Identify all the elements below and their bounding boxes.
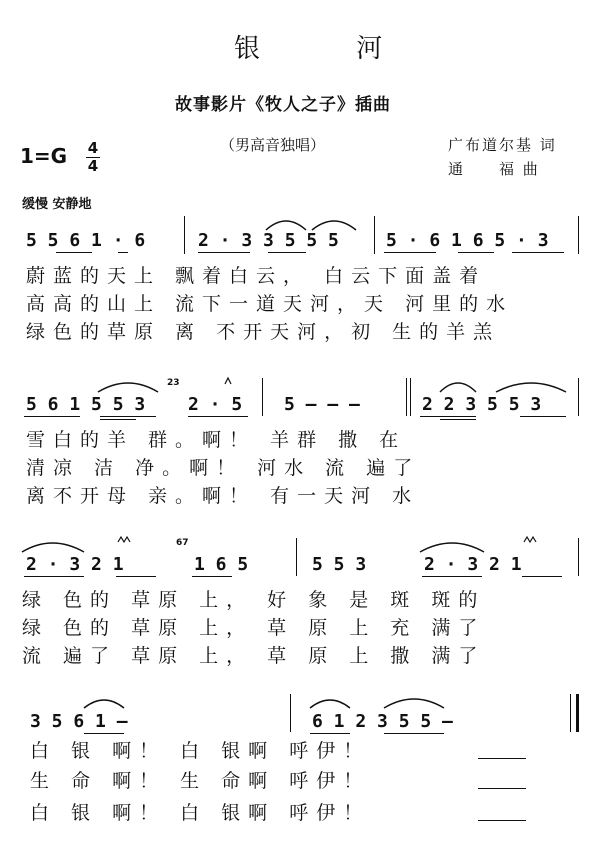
time-sig-bottom: 4 [87, 157, 99, 175]
tempo-marking: 缓慢 安静地 [22, 197, 92, 212]
beam [56, 252, 92, 253]
beam [310, 733, 350, 734]
page-title: 银 河 [234, 34, 427, 64]
grace-note: 67 [176, 538, 189, 548]
time-sig-top: 4 [87, 139, 99, 157]
key-signature: 1=G [20, 144, 68, 168]
beam [420, 416, 476, 417]
lyric-line-1-2: 高高的山上 流下一道天河，天 河里的水 [26, 293, 514, 315]
beam [100, 416, 156, 417]
lyric-line-4-3: 白 银 啊！ 白 银啊 呼伊！ [30, 802, 371, 824]
beam [512, 252, 564, 253]
beam [198, 252, 250, 253]
beam [118, 252, 128, 253]
beam [84, 733, 124, 734]
lyric-line-3-2: 绿 色的 草原 上， 草 原 上 充 满了 [22, 617, 486, 639]
subtitle: 故事影片《牧人之子》插曲 [175, 95, 391, 115]
beam [100, 419, 136, 420]
lyricist-credit: 广布道尔基 词 [448, 136, 557, 154]
voice-note: （男高音独唱） [220, 136, 326, 154]
composer-credit: 通 福 曲 [448, 160, 540, 178]
slur-marks [0, 532, 608, 572]
beam [268, 252, 306, 253]
measure-1-2: 2 · 3 3 5 5 5 [198, 230, 339, 251]
measure-3-4: 2 · 3 2 1 [424, 554, 522, 575]
beam [24, 416, 80, 417]
beam [440, 419, 476, 420]
measure-2-3: 5 – – – [284, 394, 360, 415]
lyric-line-2-1: 雪白的羊 群。啊！ 羊群 撒 在 [26, 429, 407, 451]
measure-4-2: 6 1 2 3 5 5 – [312, 711, 453, 732]
measure-3-3: 5 5 3 [312, 554, 367, 575]
measure-4-1: 3 5 6 1 – [30, 711, 128, 732]
lyric-line-3-1: 绿 色的 草原 上， 好 象 是 斑 斑的 [22, 589, 486, 611]
beam [520, 416, 566, 417]
measure-3-1: 2 · 3 2 1 [26, 554, 124, 575]
underline [478, 788, 526, 789]
time-signature [86, 141, 100, 174]
grace-note: 23 [167, 378, 180, 388]
measure-3-2: 1 6 5 [194, 554, 249, 575]
measure-2-1: 5 6 1 5 5 3 [26, 394, 146, 415]
beam [192, 576, 232, 577]
beam [384, 252, 436, 253]
beam [458, 252, 494, 253]
beam [116, 576, 156, 577]
lyric-line-4-2: 生 命 啊！ 生 命啊 呼伊！ [30, 770, 371, 792]
measure-1-3: 5 · 6 1 6 5 · 3 [386, 230, 549, 251]
lyric-line-4-1: 白 银 啊！ 白 银啊 呼伊！ [30, 740, 371, 762]
slur-marks [0, 372, 608, 412]
lyric-line-2-2: 清凉 洁 净。啊！ 河水 流 遍了 [26, 457, 421, 479]
lyric-line-3-3: 流 遍了 草原 上， 草 原 上 撒 满了 [22, 645, 486, 667]
beam [384, 733, 444, 734]
underline [478, 820, 526, 821]
measure-2-4: 2 2 3 5 5 3 [422, 394, 542, 415]
underline [478, 758, 526, 759]
lyric-line-2-3: 离不开母 亲。啊！ 有一天河 水 [26, 485, 420, 507]
slur-marks [0, 210, 608, 250]
beam [188, 416, 248, 417]
measure-2-2: 2 · 5 [188, 394, 243, 415]
lyric-line-1-1: 蔚蓝的天上 飘着白云， 白云下面盖着 [26, 265, 487, 287]
measure-1-1: 5 5 6 1 · 6 [26, 230, 146, 251]
beam [24, 576, 84, 577]
slur-marks [0, 688, 608, 728]
lyric-line-1-3: 绿色的草原 离 不开天河，初 生的羊羔 [26, 321, 501, 343]
beam [422, 576, 482, 577]
beam [522, 576, 562, 577]
